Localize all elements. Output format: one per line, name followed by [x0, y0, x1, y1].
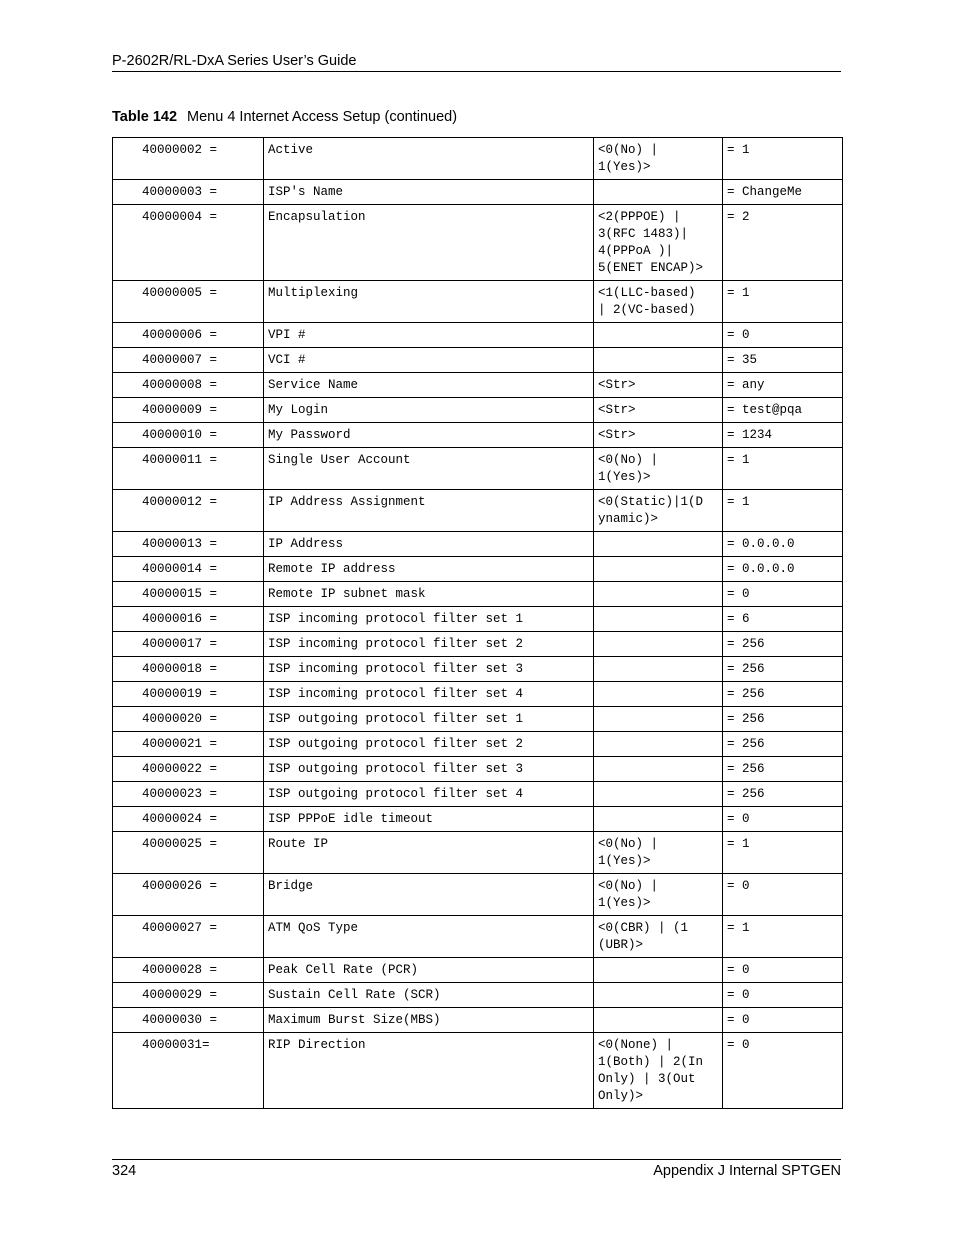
- field-code-cell: 40000005 =: [113, 281, 264, 323]
- field-range-cell: [594, 657, 723, 682]
- field-code-cell: 40000019 =: [113, 682, 264, 707]
- table-row: [113, 557, 843, 582]
- table-row: [113, 807, 843, 832]
- field-name-cell: IP Address: [264, 532, 594, 557]
- table-caption: [112, 107, 457, 127]
- document-title: P-2602R/RL-DxA Series User’s Guide: [112, 53, 357, 69]
- field-code-cell: 40000003 =: [113, 180, 264, 205]
- field-range-cell: [594, 557, 723, 582]
- field-range-cell: [594, 323, 723, 348]
- field-code-cell: 40000030 =: [113, 1008, 264, 1033]
- field-code-cell: 40000009 =: [113, 398, 264, 423]
- field-name-cell: My Login: [264, 398, 594, 423]
- field-name-cell: Encapsulation: [264, 205, 594, 281]
- field-value-cell: = test@pqa: [723, 398, 843, 423]
- field-name-cell: Service Name: [264, 373, 594, 398]
- field-value-cell: = 0: [723, 807, 843, 832]
- table-row: [113, 1033, 843, 1109]
- field-value-cell: = 1: [723, 448, 843, 490]
- table-row: [113, 323, 843, 348]
- field-value-cell: = any: [723, 373, 843, 398]
- table-row: [113, 657, 843, 682]
- table-row: [113, 448, 843, 490]
- field-range-cell: [594, 983, 723, 1008]
- field-name-cell: ISP outgoing protocol filter set 4: [264, 782, 594, 807]
- table-row: [113, 423, 843, 448]
- field-value-cell: = 1: [723, 832, 843, 874]
- field-range-cell: [594, 632, 723, 657]
- field-value-cell: = 0.0.0.0: [723, 532, 843, 557]
- field-code-cell: 40000021 =: [113, 732, 264, 757]
- field-value-cell: = 256: [723, 657, 843, 682]
- field-name-cell: ISP PPPoE idle timeout: [264, 807, 594, 832]
- table-row: [113, 607, 843, 632]
- field-name-cell: ISP's Name: [264, 180, 594, 205]
- field-name-cell: Remote IP subnet mask: [264, 582, 594, 607]
- table-body: [113, 138, 843, 1109]
- field-value-cell: = 6: [723, 607, 843, 632]
- field-value-cell: = 35: [723, 348, 843, 373]
- field-name-cell: Bridge: [264, 874, 594, 916]
- field-name-cell: ISP outgoing protocol filter set 2: [264, 732, 594, 757]
- field-code-cell: 40000029 =: [113, 983, 264, 1008]
- field-value-cell: = 0: [723, 983, 843, 1008]
- field-name-cell: Route IP: [264, 832, 594, 874]
- field-code-cell: 40000015 =: [113, 582, 264, 607]
- field-value-cell: = 256: [723, 707, 843, 732]
- field-name-cell: Sustain Cell Rate (SCR): [264, 983, 594, 1008]
- field-value-cell: = 1: [723, 138, 843, 180]
- table-row: [113, 832, 843, 874]
- field-range-cell: [594, 958, 723, 983]
- page-number: 324: [112, 1163, 137, 1179]
- table-number: Table 142: [112, 109, 178, 125]
- field-name-cell: ISP outgoing protocol filter set 1: [264, 707, 594, 732]
- field-name-cell: VPI #: [264, 323, 594, 348]
- field-value-cell: = 0: [723, 958, 843, 983]
- table-row: [113, 398, 843, 423]
- table-row: [113, 782, 843, 807]
- field-name-cell: ISP incoming protocol filter set 1: [264, 607, 594, 632]
- field-value-cell: = 256: [723, 757, 843, 782]
- field-value-cell: = 1: [723, 916, 843, 958]
- table-row: [113, 1008, 843, 1033]
- field-range-cell: <0(No) | 1(Yes)>: [594, 138, 723, 180]
- table-row: [113, 348, 843, 373]
- field-value-cell: = 256: [723, 732, 843, 757]
- field-value-cell: = ChangeMe: [723, 180, 843, 205]
- field-range-cell: [594, 782, 723, 807]
- field-value-cell: = 2: [723, 205, 843, 281]
- field-code-cell: 40000028 =: [113, 958, 264, 983]
- field-code-cell: 40000027 =: [113, 916, 264, 958]
- parameter-table: [112, 137, 843, 1109]
- field-name-cell: Peak Cell Rate (PCR): [264, 958, 594, 983]
- field-name-cell: Multiplexing: [264, 281, 594, 323]
- table-row: [113, 874, 843, 916]
- table-row: [113, 180, 843, 205]
- field-range-cell: <2(PPPOE) | 3(RFC 1483)| 4(PPPoA )| 5(ENET ENCAP)>: [594, 205, 723, 281]
- table-row: [113, 732, 843, 757]
- field-value-cell: = 256: [723, 632, 843, 657]
- field-range-cell: <Str>: [594, 423, 723, 448]
- field-code-cell: 40000018 =: [113, 657, 264, 682]
- running-footer: [112, 1159, 841, 1181]
- field-name-cell: ISP incoming protocol filter set 2: [264, 632, 594, 657]
- field-code-cell: 40000013 =: [113, 532, 264, 557]
- table-row: [113, 757, 843, 782]
- field-code-cell: 40000020 =: [113, 707, 264, 732]
- section-title: Appendix J Internal SPTGEN: [653, 1163, 841, 1179]
- field-range-cell: <Str>: [594, 373, 723, 398]
- field-name-cell: My Password: [264, 423, 594, 448]
- table-row: [113, 490, 843, 532]
- field-range-cell: [594, 1008, 723, 1033]
- field-name-cell: ATM QoS Type: [264, 916, 594, 958]
- field-code-cell: 40000002 =: [113, 138, 264, 180]
- field-name-cell: ISP incoming protocol filter set 4: [264, 682, 594, 707]
- field-code-cell: 40000014 =: [113, 557, 264, 582]
- field-code-cell: 40000022 =: [113, 757, 264, 782]
- field-code-cell: 40000025 =: [113, 832, 264, 874]
- field-value-cell: = 1234: [723, 423, 843, 448]
- field-range-cell: <0(No) | 1(Yes)>: [594, 832, 723, 874]
- field-value-cell: = 256: [723, 682, 843, 707]
- table-row: [113, 138, 843, 180]
- field-code-cell: 40000008 =: [113, 373, 264, 398]
- table-row: [113, 983, 843, 1008]
- field-code-cell: 40000011 =: [113, 448, 264, 490]
- field-range-cell: <0(No) | 1(Yes)>: [594, 874, 723, 916]
- field-name-cell: ISP incoming protocol filter set 3: [264, 657, 594, 682]
- table-row: [113, 958, 843, 983]
- field-code-cell: 40000016 =: [113, 607, 264, 632]
- field-name-cell: ISP outgoing protocol filter set 3: [264, 757, 594, 782]
- field-value-cell: = 1: [723, 490, 843, 532]
- field-value-cell: = 0: [723, 323, 843, 348]
- field-code-cell: 40000004 =: [113, 205, 264, 281]
- field-code-cell: 40000017 =: [113, 632, 264, 657]
- field-range-cell: [594, 807, 723, 832]
- field-range-cell: [594, 582, 723, 607]
- field-range-cell: [594, 532, 723, 557]
- field-range-cell: <Str>: [594, 398, 723, 423]
- field-name-cell: Active: [264, 138, 594, 180]
- field-code-cell: 40000023 =: [113, 782, 264, 807]
- table-row: [113, 682, 843, 707]
- field-value-cell: = 0: [723, 1008, 843, 1033]
- field-range-cell: <1(LLC-based) | 2(VC-based): [594, 281, 723, 323]
- field-name-cell: Maximum Burst Size(MBS): [264, 1008, 594, 1033]
- field-name-cell: Single User Account: [264, 448, 594, 490]
- field-code-cell: 40000007 =: [113, 348, 264, 373]
- field-name-cell: Remote IP address: [264, 557, 594, 582]
- table-row: [113, 582, 843, 607]
- field-range-cell: <0(CBR) | (1 (UBR)>: [594, 916, 723, 958]
- field-code-cell: 40000010 =: [113, 423, 264, 448]
- table-title: Menu 4 Internet Access Setup (continued): [187, 109, 458, 125]
- field-code-cell: 40000006 =: [113, 323, 264, 348]
- field-range-cell: [594, 732, 723, 757]
- field-value-cell: = 0: [723, 874, 843, 916]
- running-header: [112, 51, 841, 72]
- field-code-cell: 40000024 =: [113, 807, 264, 832]
- table-row: [113, 373, 843, 398]
- field-range-cell: <0(Static)|1(D ynamic)>: [594, 490, 723, 532]
- field-value-cell: = 256: [723, 782, 843, 807]
- table-row: [113, 707, 843, 732]
- field-range-cell: [594, 707, 723, 732]
- field-value-cell: = 0: [723, 582, 843, 607]
- field-range-cell: [594, 348, 723, 373]
- field-code-cell: 40000026 =: [113, 874, 264, 916]
- table-row: [113, 281, 843, 323]
- field-value-cell: = 0.0.0.0: [723, 557, 843, 582]
- field-range-cell: [594, 682, 723, 707]
- table-row: [113, 916, 843, 958]
- table-row: [113, 632, 843, 657]
- field-range-cell: <0(None) | 1(Both) | 2(In Only) | 3(Out Only)>: [594, 1033, 723, 1109]
- field-range-cell: [594, 607, 723, 632]
- field-code-cell: 40000031=: [113, 1033, 264, 1109]
- field-value-cell: = 1: [723, 281, 843, 323]
- table-row: [113, 532, 843, 557]
- field-code-cell: 40000012 =: [113, 490, 264, 532]
- field-name-cell: RIP Direction: [264, 1033, 594, 1109]
- field-range-cell: [594, 757, 723, 782]
- field-name-cell: VCI #: [264, 348, 594, 373]
- field-range-cell: <0(No) | 1(Yes)>: [594, 448, 723, 490]
- table-row: [113, 205, 843, 281]
- field-value-cell: = 0: [723, 1033, 843, 1109]
- field-range-cell: [594, 180, 723, 205]
- field-name-cell: IP Address Assignment: [264, 490, 594, 532]
